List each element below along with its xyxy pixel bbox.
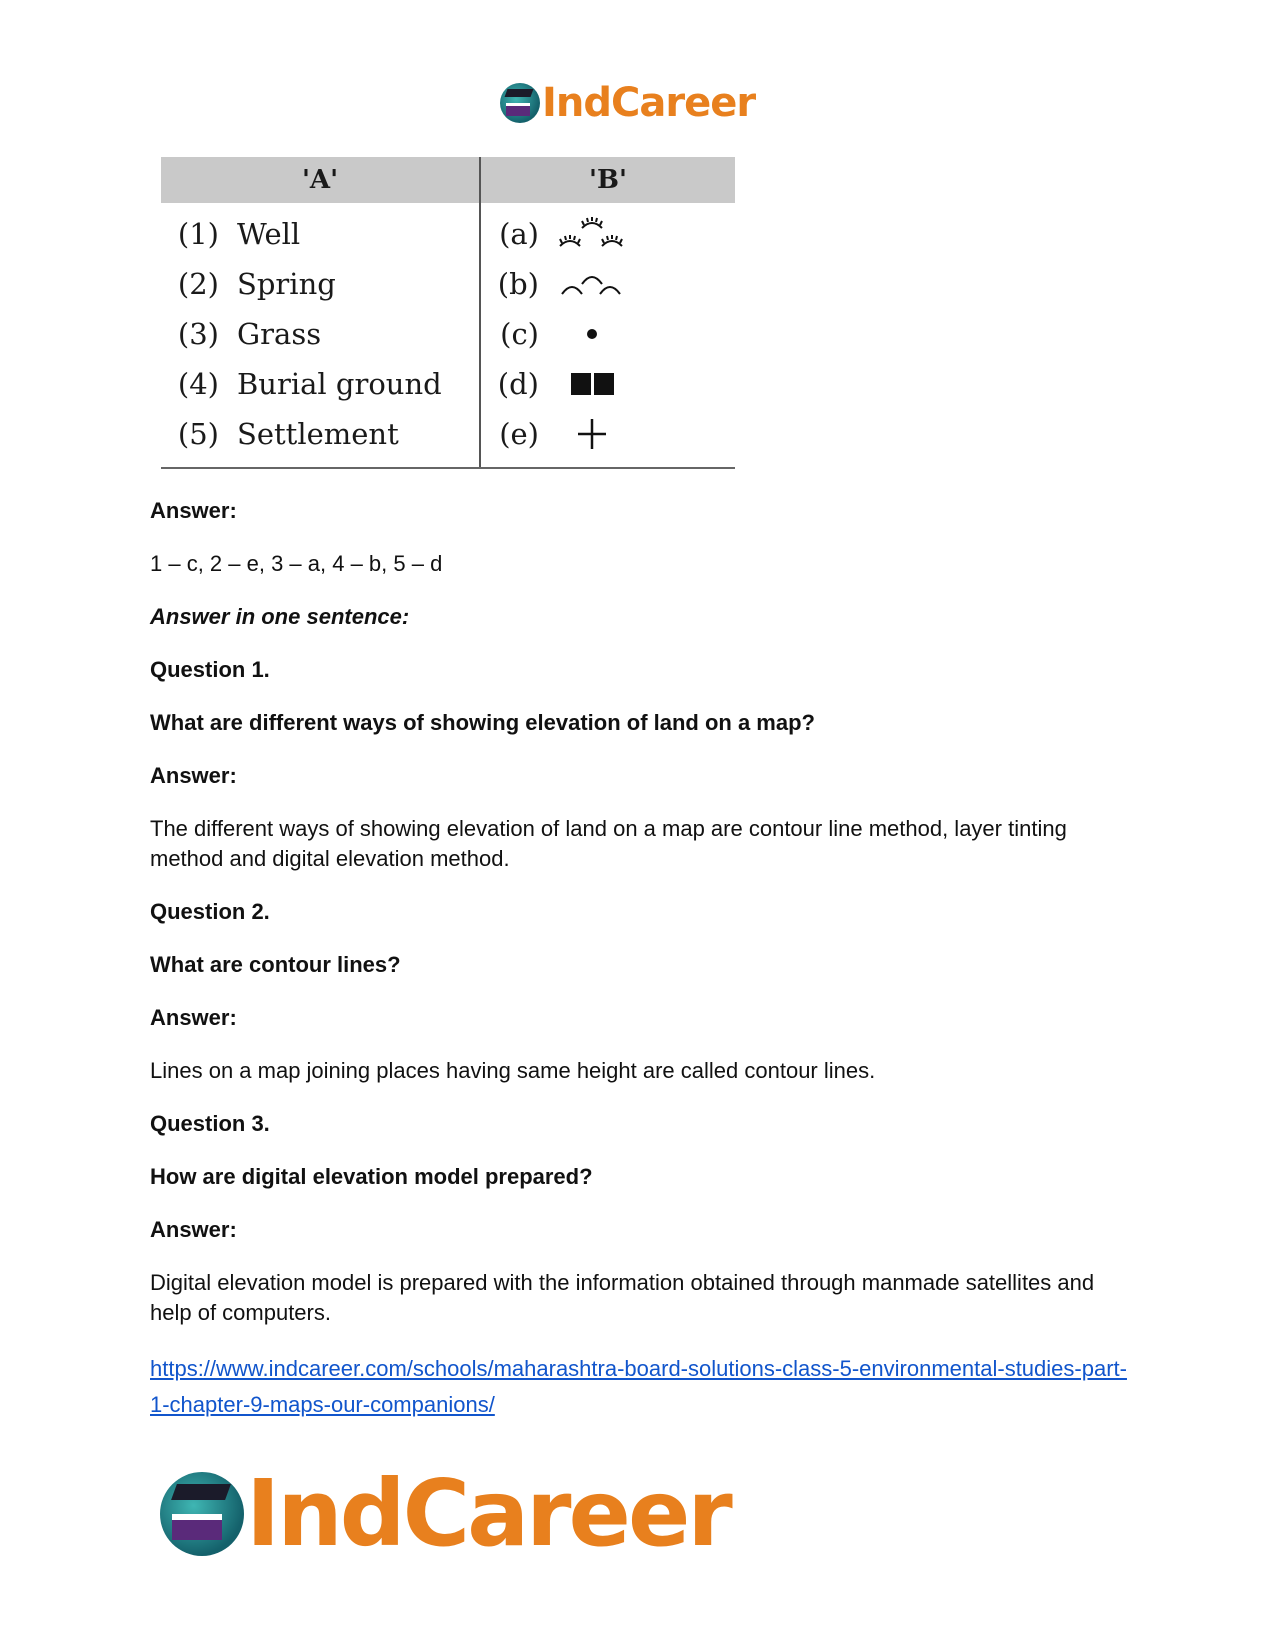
dot-symbol-icon (549, 314, 639, 354)
row-item: Spring (237, 267, 336, 301)
question-label: Question 2. (150, 899, 270, 924)
answer-text: Lines on a map joining places having same height are called contour lines. (150, 1058, 876, 1083)
double-square-symbol-icon (549, 364, 639, 404)
answer-label: Answer: (150, 1217, 237, 1242)
logo-text: IndCareer (246, 1460, 730, 1567)
question-text: What are different ways of showing elevation of land on a map? (150, 710, 815, 735)
document-content (150, 496, 1130, 1423)
row-item: Grass (237, 317, 322, 351)
row-number: (1) (177, 217, 219, 251)
logo-globe-icon (160, 1472, 244, 1556)
table-row (481, 409, 735, 459)
table-row (481, 359, 735, 409)
question-text: What are contour lines? (150, 952, 401, 977)
section-title: Answer in one sentence: (150, 604, 410, 629)
column-a (161, 203, 479, 467)
match-answer: 1 – c, 2 – e, 3 – a, 4 – b, 5 – d (150, 551, 443, 576)
column-a-header: 'A' (301, 165, 339, 195)
table-row (161, 309, 479, 359)
question-label: Question 1. (150, 657, 270, 682)
match-table (161, 157, 735, 469)
row-number: (4) (177, 367, 219, 401)
plus-symbol-icon (549, 414, 639, 454)
logo-top (500, 80, 755, 126)
table-row (161, 359, 479, 409)
column-b-header: 'B' (479, 157, 735, 203)
answer-label: Answer: (150, 1005, 237, 1030)
row-letter: (e) (499, 417, 539, 451)
answer-text: The different ways of showing elevation of land on a map are contour line method, layer tinting method and digital elevation method. (150, 816, 1067, 871)
table-row (161, 259, 479, 309)
match-table-header (161, 157, 735, 203)
question-label: Question 3. (150, 1111, 270, 1136)
row-letter: (d) (497, 367, 539, 401)
row-item: Well (237, 217, 301, 251)
answer-label: Answer: (150, 763, 237, 788)
grass-symbol-icon (549, 214, 639, 254)
row-item: Settlement (237, 417, 399, 451)
table-row (481, 259, 735, 309)
table-row (161, 409, 479, 459)
row-letter: (a) (499, 217, 539, 251)
column-b (479, 203, 735, 467)
table-row (481, 209, 735, 259)
row-letter: (c) (500, 317, 539, 351)
answer-label: Answer: (150, 498, 237, 523)
answer-text: Digital elevation model is prepared with the information obtained through manmade satellites and help of computers. (150, 1270, 1095, 1325)
logo-text: IndCareer (542, 80, 756, 126)
row-item: Burial ground (237, 367, 442, 401)
row-number: (3) (177, 317, 219, 351)
row-number: (2) (177, 267, 219, 301)
logo-globe-icon (500, 83, 540, 123)
source-link[interactable]: https://www.indcareer.com/schools/maharashtra-board-solutions-class-5-environmental-studies-part-1-chapter-9-maps-our-companions/ (150, 1356, 1127, 1417)
question-text: How are digital elevation model prepared? (150, 1164, 593, 1189)
table-row (161, 209, 479, 259)
row-letter: (b) (497, 267, 539, 301)
row-number: (5) (177, 417, 219, 451)
logo-bottom (160, 1460, 730, 1567)
table-row (481, 309, 735, 359)
arcs-symbol-icon (549, 264, 639, 304)
